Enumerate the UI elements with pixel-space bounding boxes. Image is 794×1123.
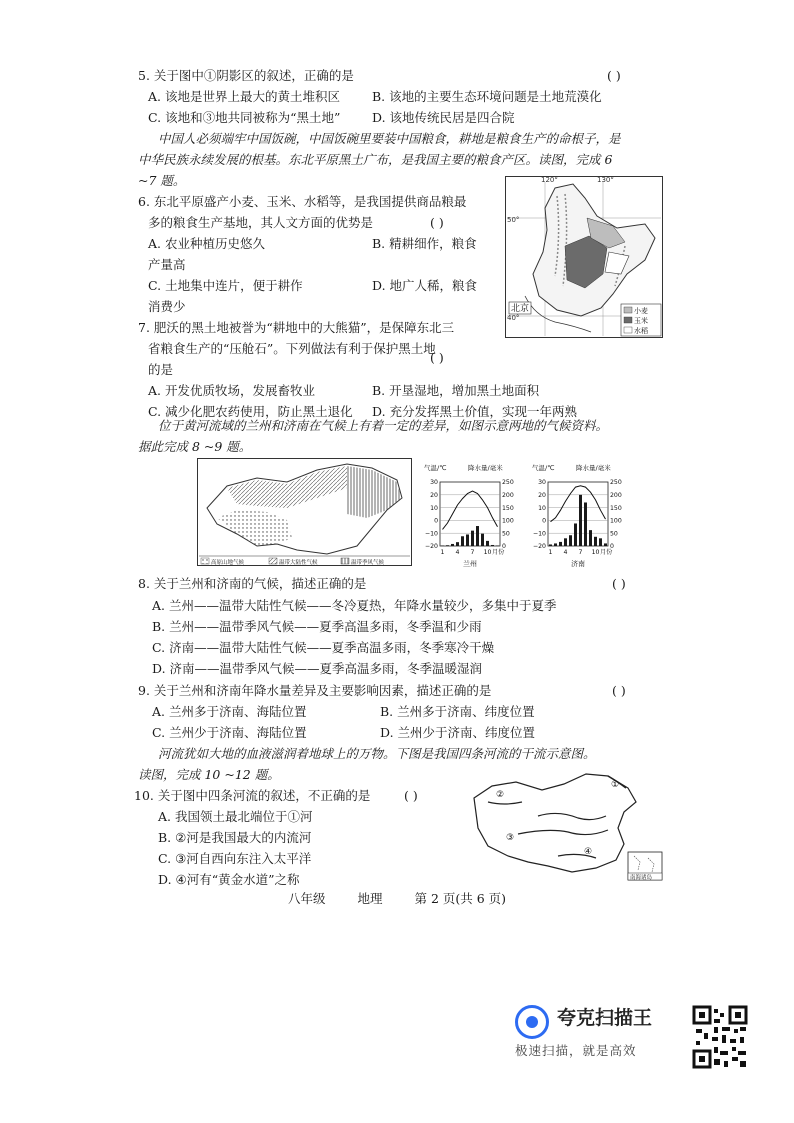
chart-lanzhou [418, 460, 530, 572]
precip-bar [599, 538, 602, 546]
q5-option-a: A. 该地是世界上最大的黄土堆积区 [148, 89, 340, 104]
chart-precip-tick: 150 [610, 504, 622, 512]
chart-temp-tick: 0 [542, 517, 546, 525]
chart-x-tick: 7 [470, 549, 475, 556]
river-marker-3: ③ [506, 833, 515, 843]
qr-code-icon [692, 1005, 748, 1069]
china-river-map [468, 772, 666, 882]
q9-answer-paren: ( ) [612, 683, 626, 698]
precip-bar [491, 545, 494, 546]
q8-option-a: A. 兰州——温带大陆性气候——冬冷夏热，年降水量较少，多集中于夏季 [152, 598, 557, 613]
precip-bar [589, 530, 592, 546]
precip-bar [554, 543, 557, 546]
legend-swatch-monsoon [341, 558, 349, 564]
q6-option-d-line2: 消费少 [148, 299, 186, 314]
lon-label-130: 130° [597, 176, 614, 184]
q10-option-b: B. ②河是我国最大的内流河 [158, 830, 312, 845]
chart-precip-tick: 150 [502, 504, 514, 512]
scanner-tagline: 极速扫描，就是高效 [515, 1043, 637, 1058]
chart-x-tick: 1 [440, 549, 445, 556]
inset-label: 南海诸岛 [630, 875, 653, 881]
intro-6-7-line1: 中国人必须端牢中国饭碗，中国饭碗里要装中国粮食，耕地是粮食生产的命根子，是 [158, 131, 621, 146]
q9-option-d: D. 兰州少于济南、纬度位置 [380, 725, 536, 740]
q6-answer-paren: ( ) [430, 215, 444, 230]
intro-8-9-line1: 位于黄河流域的兰州和济南在气候上有着一定的差异，如图示意两地的气候资料。 [158, 418, 609, 433]
lat-label-50: 50° [507, 216, 520, 224]
page-footer [0, 893, 794, 906]
q5-option-b: B. 该地的主要生态环境问题是土地荒漠化 [372, 89, 602, 104]
chart-precip-tick: 200 [610, 492, 622, 499]
chart-precip-tick: 50 [610, 530, 618, 538]
q8-answer-paren: ( ) [612, 576, 626, 591]
river-marker-4: ④ [584, 847, 593, 857]
q6-option-b-line2: 产量高 [148, 257, 186, 272]
q10-option-d: D. ④河有“黄金水道”之称 [158, 872, 300, 887]
chart-precip-tick: 250 [610, 479, 622, 487]
temp-curve [443, 491, 498, 529]
northeast-crop-map-svg [505, 176, 663, 338]
chart-ylabel-temp: 气温/℃ [424, 464, 447, 472]
q8-stem: 8. 关于兰州和济南的气候，描述正确的是 [138, 576, 367, 591]
legend-swatch-wheat [624, 307, 632, 313]
northeast-crop-map [505, 176, 663, 338]
intro-10-12-line2: 读图，完成 10 ~12 题。 [138, 767, 280, 782]
lat-label-40: 40° [507, 314, 520, 322]
footer-page-number: 第 2 页(共 6 页) [414, 891, 507, 906]
precip-bar [446, 545, 449, 546]
legend-label-wheat: 小麦 [634, 307, 648, 315]
q6-option-c: C. 土地集中连片，便于耕作 [148, 278, 303, 293]
legend-swatch-rice [624, 327, 632, 333]
q6-stem-line2: 多的粮食生产基地，其人文方面的优势是 [148, 215, 374, 230]
precip-bar [481, 534, 484, 546]
precip-bar [441, 545, 444, 546]
intro-6-7-line3: ~7 题。 [138, 173, 186, 188]
chart-precip-tick: 0 [610, 543, 614, 551]
q10-option-a: A. 我国领土最北端位于①河 [158, 809, 313, 824]
precip-bar [564, 538, 567, 546]
intro-8-9-line2: 据此完成 8 ~9 题。 [138, 439, 252, 454]
q7-stem-line3: 的是 [148, 362, 174, 377]
q10-answer-paren: ( ) [404, 788, 418, 803]
q9-stem: 9. 关于兰州和济南年降水量差异及主要影响因素，描述正确的是 [138, 683, 492, 698]
q7-option-d: D. 充分发挥黑土价值，实现一年两熟 [372, 404, 578, 419]
chart-jinan-svg [530, 460, 648, 572]
q9-option-c: C. 兰州少于济南、海陆位置 [152, 725, 307, 740]
chart-temp-tick: 0 [434, 517, 438, 525]
chart-temp-tick: 30 [538, 479, 546, 487]
q8-option-c: C. 济南——温带大陆性气候——夏季高温多雨，冬季寒冷干燥 [152, 640, 495, 655]
q10-option-c: C. ③河自西向东注入太平洋 [158, 851, 312, 866]
q9-option-a: A. 兰州多于济南、海陆位置 [152, 704, 307, 719]
legend-label-continental: 温带大陆性气候 [279, 560, 318, 566]
q7-stem-line1: 7. 肥沃的黑土地被誉为“耕地中的大熊猫”，是保障东北三 [138, 320, 455, 335]
legend-swatch-continental [269, 558, 277, 564]
intro-10-12-line1: 河流犹如大地的血液滋润着地球上的万物。下图是我国四条河流的干流示意图。 [158, 746, 596, 761]
precip-bar [456, 542, 459, 546]
q7-option-c: C. 减少化肥农药使用，防止黑土退化 [148, 404, 353, 419]
china-river-map-svg [468, 772, 666, 882]
precip-bar [486, 541, 489, 546]
precip-bar [466, 534, 469, 546]
chart-lanzhou-svg [418, 460, 530, 572]
chart-x-tick: 4 [563, 549, 568, 556]
chart-ylabel-precip: 降水量/毫米 [576, 464, 611, 472]
q5-answer-paren: ( ) [607, 68, 621, 83]
q6-option-d-line1: D. 地广人稀，粮食 [372, 278, 478, 293]
legend-label-monsoon: 温带季风气候 [351, 560, 385, 566]
intro-6-7-line2: 中华民族永续发展的根基。东北平原黑土广布，是我国主要的粮食产区。读图，完成 6 [138, 152, 613, 167]
chart-x-tick: 10 [591, 549, 600, 556]
precip-bar [476, 526, 479, 546]
chart-temp-tick: 10 [430, 504, 438, 512]
precip-bar [471, 531, 474, 546]
q8-option-b: B. 兰州——温带季风气候——夏季高温多雨，冬季温和少雨 [152, 619, 482, 634]
legend-label-corn: 玉米 [634, 317, 648, 325]
q5-option-c: C. 该地和③地共同被称为“黑土地” [148, 110, 341, 125]
q6-option-a: A. 农业种植历史悠久 [148, 236, 265, 251]
chart-precip-tick: 100 [502, 517, 514, 525]
precip-bar [604, 543, 607, 546]
q7-stem-line2: 省粮食生产的“压舱石”。下列做法有利于保护黑土地 [148, 341, 436, 356]
q9-option-b: B. 兰州多于济南、纬度位置 [380, 704, 535, 719]
chart-title: 兰州 [463, 560, 477, 568]
chart-temp-tick: 30 [430, 479, 438, 487]
legend-label-rice: 水稻 [634, 327, 648, 335]
scanner-logo-icon [515, 1005, 549, 1039]
chart-temp-tick: 20 [430, 492, 438, 499]
river-marker-2: ② [496, 790, 505, 800]
legend-label-plateau: 高原山地气候 [211, 560, 245, 566]
chart-title: 济南 [571, 560, 585, 568]
q6-option-b-line1: B. 精耕细作，粮食 [372, 236, 477, 251]
chart-jinan [530, 460, 648, 572]
precip-bar [559, 542, 562, 546]
lon-label-120: 120° [541, 176, 558, 184]
chart-x-tick: 4 [455, 549, 460, 556]
chart-ylabel-temp: 气温/℃ [532, 464, 555, 472]
precip-bar [451, 544, 454, 546]
chart-temp-tick: 20 [538, 492, 546, 499]
river-marker-1: ① [611, 780, 620, 790]
precip-bar [569, 535, 572, 546]
q7-answer-paren: ( ) [430, 350, 444, 365]
chart-precip-tick: 50 [502, 530, 510, 538]
chart-x-tick: 10 [483, 549, 492, 556]
precip-bar [579, 495, 582, 546]
footer-grade: 八年级 [287, 891, 326, 906]
chart-temp-tick: −10 [424, 530, 438, 538]
chart-temp-tick: −20 [532, 543, 546, 551]
chart-x-tick: 1 [548, 549, 553, 556]
beijing-label: 北京 [511, 304, 530, 314]
q5-stem: 5. 关于图中①阴影区的叙述，正确的是 [138, 68, 354, 83]
chart-ylabel-precip: 降水量/毫米 [468, 464, 503, 472]
precip-bar [549, 544, 552, 546]
q7-option-a: A. 开发优质牧场，发展畜牧业 [148, 383, 315, 398]
q8-option-d: D. 济南——温带季风气候——夏季高温多雨，冬季温暖湿润 [152, 661, 483, 676]
chart-x-tick: 7 [578, 549, 583, 556]
chart-temp-tick: −10 [532, 530, 546, 538]
footer-subject: 地理 [357, 891, 383, 906]
chart-xlabel: 月份 [492, 549, 505, 556]
scanner-brand-name: 夸克扫描王 [557, 1007, 653, 1029]
chart-precip-tick: 200 [502, 492, 514, 499]
china-climate-map [197, 458, 412, 566]
q5-option-d: D. 该地传统民居是四合院 [372, 110, 515, 125]
precip-bar [594, 537, 597, 546]
temp-curve [551, 486, 606, 522]
chart-frame [548, 482, 608, 546]
precip-bar [574, 523, 577, 546]
legend-swatch-plateau [201, 558, 209, 564]
chart-xlabel: 月份 [600, 549, 613, 556]
chart-precip-tick: 100 [610, 517, 622, 525]
q7-option-b: B. 开垦湿地，增加黑土地面积 [372, 383, 540, 398]
scanner-watermark [515, 1005, 740, 1070]
chart-precip-tick: 0 [502, 543, 506, 551]
chart-temp-tick: 10 [538, 504, 546, 512]
q10-stem: 10. 关于图中四条河流的叙述，不正确的是 [134, 788, 371, 803]
q6-stem-line1: 6. 东北平原盛产小麦、玉米、水稻等，是我国提供商品粮最 [138, 194, 467, 209]
precip-bar [496, 545, 499, 546]
precip-bar [461, 536, 464, 546]
precip-bar [584, 502, 587, 546]
chart-temp-tick: −20 [424, 543, 438, 551]
chart-precip-tick: 250 [502, 479, 514, 487]
china-climate-map-svg [197, 458, 412, 566]
legend-swatch-corn [624, 317, 632, 323]
